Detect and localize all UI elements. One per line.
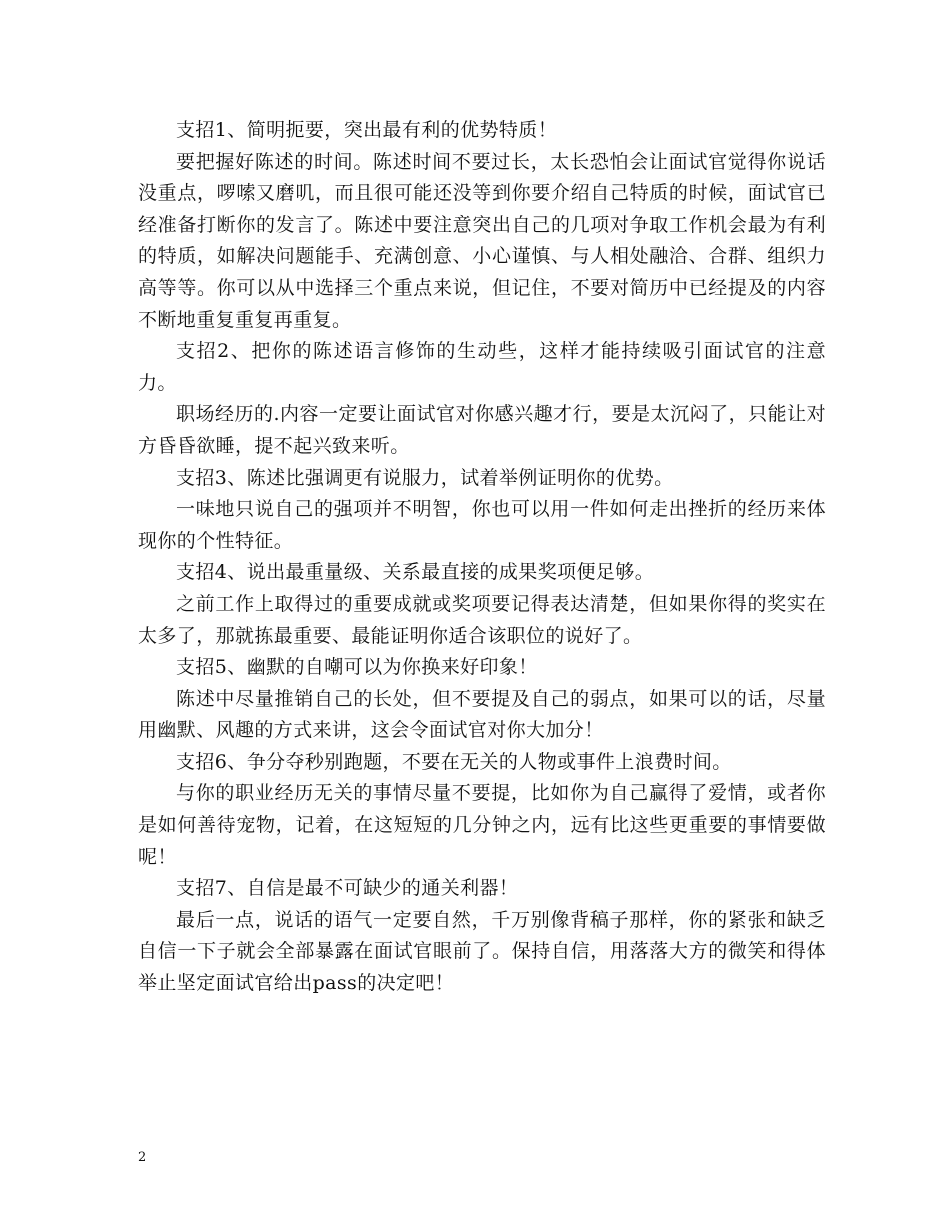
tip-4-body: 之前工作上取得过的重要成就或奖项要记得表达清楚，但如果你得的奖实在太多了，那就拣最重要、最能证明你适合该职位的说好了。 bbox=[138, 592, 826, 647]
page-number: 2 bbox=[138, 1150, 147, 1165]
tip-3-heading: 支招3、陈述比强调更有说服力，试着举例证明你的优势。 bbox=[176, 466, 674, 489]
tip-1-body: 要把握好陈述的时间。陈述时间不要过长，太长恐怕会让面试官觉得你说话没重点，啰嗦又磨叽，而且很可能还没等到你要介绍自己特质的时候，面试官已经准备打断你的发言了。陈述中要注意突出自己的几项对争取工作机会最为有利的特质，如解决问题能手、充满创意、小心谨慎、与人相处融洽、合群、组织力高等等。你可以从中选择三个重点来说，但记住，不要对简历中已经提及的内容不断地重复重复再重复。 bbox=[138, 150, 826, 331]
tip-3-body: 一味地只说自己的强项并不明智，你也可以用一件如何走出挫折的经历来体现你的个性特征。 bbox=[138, 498, 826, 552]
tip-6-body: 与你的职业经历无关的事情尽量不要提，比如你为自己赢得了爱情，或者你是如何善待宠物，记着，在这短短的几分钟之内，远有比这些更重要的事情要做呢！ bbox=[138, 782, 826, 868]
tip-1-heading: 支招1、简明扼要，突出最有利的优势特质！ bbox=[176, 119, 558, 141]
tip-7-body: 最后一点，说话的语气一定要自然，千万别像背稿子那样，你的紧张和缺乏自信一下子就会全部暴露在面试官眼前了。保持自信，用落落大方的微笑和得体举止坚定面试官给出pass的决定吧！ bbox=[138, 908, 826, 995]
tip-6-heading: 支招6、争分夺秒别跑题，不要在无关的人物或事件上浪费时间。 bbox=[176, 750, 732, 773]
tip-2-heading: 支招2、把你的陈述语言修饰的生动些，这样才能持续吸引面试官的注意力。 bbox=[138, 340, 826, 394]
tip-5-heading: 支招5、幽默的自嘲可以为你换来好印象！ bbox=[176, 656, 538, 679]
tip-2-body: 职场经历的.内容一定要让面试官对你感兴趣才行，要是太沉闷了，只能让对方昏昏欲睡，提不起兴致来听。 bbox=[138, 403, 826, 457]
tip-5-body: 陈述中尽量推销自己的长处，但不要提及自己的弱点，如果可以的话，尽量用幽默、风趣的方式来讲，这会令面试官对你大加分！ bbox=[138, 687, 826, 742]
tip-4-heading: 支招4、说出最重量级、关系最直接的成果奖项便足够。 bbox=[176, 561, 655, 584]
body-text bbox=[138, 115, 826, 1000]
tip-7-heading: 支招7、自信是最不可缺少的通关利器！ bbox=[176, 877, 519, 900]
